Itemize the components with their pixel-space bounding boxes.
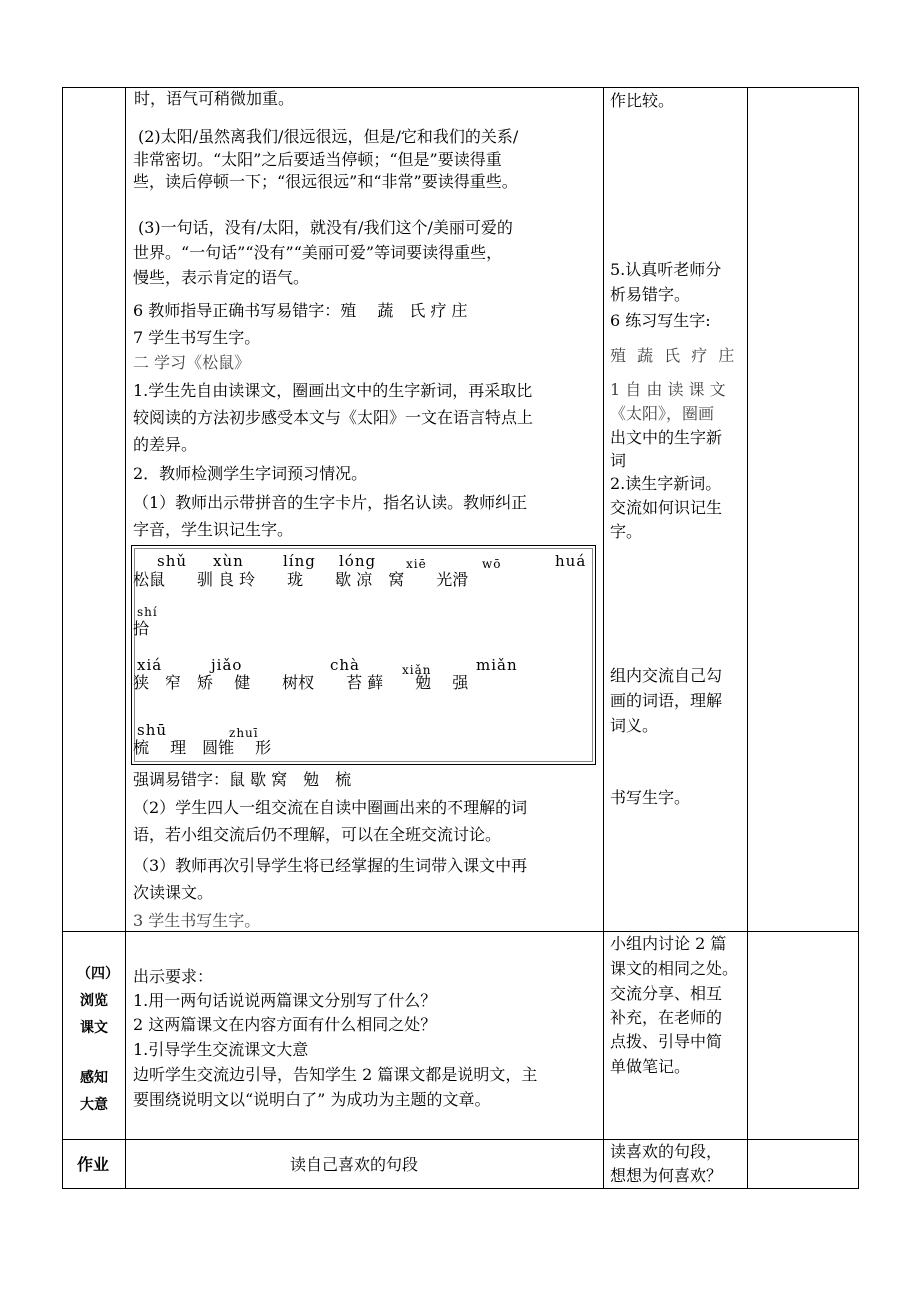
table-row-divider-2 [62, 1139, 859, 1140]
text-line: 语，若小组交流后仍不理解，可以在全班交流讨论。 [133, 825, 502, 844]
row-header-text: 浏览 [80, 993, 108, 1009]
text-line: 1.引导学生交流课文大意 [133, 1040, 309, 1059]
table-col-divider-1 [125, 87, 126, 1189]
text-line: 小组内讨论 2 篇 [610, 934, 727, 953]
text-line: 要围绕说明文以“说明白了” 为成功为主题的文章。 [133, 1090, 491, 1109]
text-line: 2．教师检测学生字词预习情况。 [133, 464, 368, 483]
text-line: （3）教师再次引导学生将已经掌握的生词带入课文中再 [133, 856, 528, 875]
pinyin: xùn [213, 552, 244, 570]
text-line: 作比较。 [610, 91, 675, 110]
text-line: 次读课文。 [133, 883, 214, 902]
pinyin: lóng [339, 552, 377, 570]
text-line: 非常密切。“太阳”之后要适当停顿；“但是”要读得重 [133, 150, 502, 169]
text-line: 3 学生书写生字。 [133, 911, 261, 930]
pinyin: xiá [137, 656, 163, 674]
text-line: （2）学生四人一组交流在自读中圈画出来的不理解的词 [133, 798, 528, 817]
text-line: 出文中的生字新 [610, 428, 723, 447]
text-line: 《太阳》，圈画 [610, 404, 715, 423]
table-col-divider-3 [747, 87, 748, 1189]
text-line: 词义。 [610, 716, 659, 735]
text-line: 5.认真听老师分 [610, 260, 722, 279]
text-line: 交流分享、相互 [610, 984, 723, 1003]
pinyin: miǎn [476, 656, 518, 674]
pinyin: shǔ [157, 552, 188, 570]
text-line: (2)太阳/虽然离我们/很远很远，但是/它和我们的关系/ [138, 127, 519, 146]
text-line: 边听学生交流边引导，告知学生 2 篇课文都是说明文，主 [133, 1065, 538, 1084]
text-line: 较阅读的方法初步感受本文与《太阳》一文在语言特点上 [133, 408, 534, 427]
table-bottom-border [62, 1188, 859, 1189]
pinyin: chà [330, 656, 361, 674]
row-header-text: 感知 [80, 1070, 108, 1086]
text-line: 些，读后停顿一下；“很远很远”和“非常”要读得重些。 [133, 172, 518, 191]
text-line: 慢些，表示肯定的语气。 [133, 268, 310, 287]
text-line: 7 学生书写生字。 [133, 328, 261, 347]
row-header-text: 大意 [80, 1097, 108, 1113]
table-col-divider-2 [603, 87, 604, 1189]
pinyin: jiǎo [211, 656, 243, 674]
text-line: 词 [610, 451, 627, 470]
text-line: 字音，学生识记生字。 [133, 520, 294, 539]
pinyin: shí [137, 605, 158, 619]
text-line: 世界。“一句话”“没有”“美丽可爱”等词要读得重些， [133, 243, 503, 262]
text-line: 补充，在老师的 [610, 1008, 723, 1027]
text-line: 6 练习写生字: [610, 311, 711, 330]
text-line: 殖 蔬 氏 疗 庄 [610, 346, 738, 365]
text-line: 想想为何喜欢？ [610, 1166, 723, 1185]
pinyin: zhuī [229, 726, 259, 740]
text-line: 1.用一两句话说说两篇课文分别写了什么？ [133, 991, 437, 1010]
row-header-text: （四） [77, 966, 119, 982]
vocab-chars: 梳 理 圆锥 形 [133, 738, 272, 757]
text-line: 6 教师指导正确书写易错字：殖 蔬 氏 疗 庄 [133, 301, 468, 320]
vocab-chars: 拾 [133, 619, 150, 638]
text-line: 的差异。 [133, 435, 198, 454]
vocab-chars: 松鼠 驯 良 玲 珑 歇 凉 窝 光滑 [133, 570, 469, 589]
table-left-border [62, 87, 63, 1189]
text-line: (3)一句话，没有/太阳，就没有/我们这个/美丽可爱的 [138, 218, 513, 237]
text-line: 点拨、引导中简 [610, 1032, 723, 1051]
text-line: 1 自 由 读 课 文 [610, 380, 726, 399]
text-line: 字。 [610, 522, 643, 541]
pinyin: xiǎn [402, 663, 432, 677]
text-line: 出示要求： [133, 967, 214, 986]
row-header-text: 课文 [80, 1020, 108, 1036]
text-line: 课文的相同之处。 [610, 959, 739, 978]
text-line: 2.读生字新词。 [610, 474, 722, 493]
text-line: 强调易错字：鼠 歇 窝 勉 梳 [133, 770, 352, 789]
text-line: 时，语气可稍微加重。 [134, 89, 295, 108]
text-line: 1.学生先自由读课文，圈画出文中的生字新词，再采取比 [133, 381, 533, 400]
pinyin: shū [137, 721, 168, 739]
text-line: 交流如何识记生 [610, 498, 723, 517]
text-line: 读喜欢的句段， [610, 1142, 723, 1161]
pinyin: líng [283, 552, 316, 570]
text-line: 组内交流自己勾 [610, 666, 723, 685]
text-line: 画的词语，理解 [610, 691, 723, 710]
text-line: 单做笔记。 [610, 1057, 691, 1076]
table-right-border [858, 87, 859, 1189]
vocab-chars: 狭 窄 矫 健 树杈 苔 藓 勉 强 [133, 673, 469, 692]
text-line: 析易错字。 [610, 285, 691, 304]
text-line: （1）教师出示带拼音的生字卡片，指名认读。教师纠正 [133, 493, 528, 512]
text-line: 书写生字。 [610, 788, 691, 807]
section-heading: 二 学习《松鼠》 [133, 353, 251, 372]
pinyin: xiē [406, 557, 427, 571]
pinyin: wō [482, 557, 502, 571]
pinyin: huá [555, 552, 587, 570]
homework-task: 读自己喜欢的句段 [290, 1155, 419, 1174]
homework-header: 作业 [77, 1155, 110, 1174]
text-line: 2 这两篇课文在内容方面有什么相同之处？ [133, 1015, 437, 1034]
